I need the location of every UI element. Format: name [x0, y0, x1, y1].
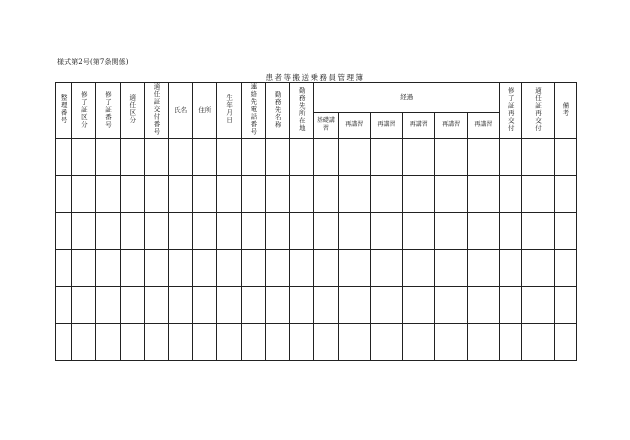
table-cell[interactable]	[120, 138, 144, 175]
table-cell[interactable]	[265, 138, 289, 175]
table-cell[interactable]	[265, 323, 289, 360]
table-cell[interactable]	[144, 175, 168, 212]
table-cell[interactable]	[435, 323, 467, 360]
table-cell[interactable]	[144, 286, 168, 323]
table-cell[interactable]	[435, 175, 467, 212]
table-cell[interactable]	[265, 175, 289, 212]
table-cell[interactable]	[241, 175, 265, 212]
table-cell[interactable]	[241, 286, 265, 323]
crew-register-table	[55, 82, 577, 361]
table-cell[interactable]	[217, 323, 241, 360]
table-row	[56, 323, 577, 360]
header-kinmusaki-shozaichi: 勤務先所在地	[290, 83, 314, 139]
header-shuryosho-saikofu: 修了証再交付	[500, 83, 522, 139]
table-cell[interactable]	[241, 138, 265, 175]
table-cell[interactable]	[554, 286, 576, 323]
table-cell[interactable]	[290, 212, 314, 249]
table-cell[interactable]	[314, 286, 338, 323]
table-cell[interactable]	[169, 212, 193, 249]
table-cell[interactable]	[500, 249, 522, 286]
table-cell[interactable]	[120, 249, 144, 286]
table-cell[interactable]	[467, 138, 499, 175]
header-tekinin-kubun: 適任区分	[120, 83, 144, 139]
table-cell[interactable]	[370, 175, 402, 212]
table-cell[interactable]	[522, 286, 554, 323]
table-cell[interactable]	[217, 138, 241, 175]
table-cell[interactable]	[467, 249, 499, 286]
table-cell[interactable]	[241, 212, 265, 249]
table-cell[interactable]	[370, 212, 402, 249]
table-cell[interactable]	[120, 323, 144, 360]
table-cell[interactable]	[370, 249, 402, 286]
table-cell[interactable]	[72, 175, 96, 212]
table-cell[interactable]	[169, 323, 193, 360]
table-cell[interactable]	[403, 212, 435, 249]
table-cell[interactable]	[370, 286, 402, 323]
header-sai-koshu-4: 再講習	[435, 112, 467, 138]
table-cell[interactable]	[56, 323, 72, 360]
table-cell[interactable]	[314, 323, 338, 360]
header-jusho: 住所	[193, 83, 217, 139]
table-cell[interactable]	[403, 249, 435, 286]
table-cell[interactable]	[193, 286, 217, 323]
table-cell[interactable]	[403, 323, 435, 360]
table-row	[56, 175, 577, 212]
table-cell[interactable]	[193, 138, 217, 175]
table-cell[interactable]	[193, 323, 217, 360]
table-cell[interactable]	[72, 249, 96, 286]
table-cell[interactable]	[500, 212, 522, 249]
table-cell[interactable]	[56, 249, 72, 286]
table-cell[interactable]	[169, 249, 193, 286]
table-cell[interactable]	[500, 175, 522, 212]
table-cell[interactable]	[120, 286, 144, 323]
table-cell[interactable]	[554, 212, 576, 249]
table-row	[56, 138, 577, 175]
header-shuryosho-kubun: 修了証区分	[72, 83, 96, 139]
table-cell[interactable]	[56, 138, 72, 175]
table-cell[interactable]	[169, 138, 193, 175]
table-cell[interactable]	[72, 286, 96, 323]
table-cell[interactable]	[120, 175, 144, 212]
table-cell[interactable]	[314, 138, 338, 175]
table-cell[interactable]	[522, 138, 554, 175]
table-cell[interactable]	[144, 212, 168, 249]
table-cell[interactable]	[169, 286, 193, 323]
table-cell[interactable]	[72, 323, 96, 360]
table-cell[interactable]	[554, 249, 576, 286]
table-cell[interactable]	[554, 175, 576, 212]
table-cell[interactable]	[290, 138, 314, 175]
table-cell[interactable]	[370, 138, 402, 175]
table-cell[interactable]	[193, 249, 217, 286]
table-cell[interactable]	[144, 138, 168, 175]
table-cell[interactable]	[314, 212, 338, 249]
table-cell[interactable]	[522, 249, 554, 286]
table-cell[interactable]	[338, 323, 370, 360]
table-cell[interactable]	[500, 323, 522, 360]
table-cell[interactable]	[467, 212, 499, 249]
table-cell[interactable]	[314, 175, 338, 212]
table-cell[interactable]	[290, 175, 314, 212]
table-cell[interactable]	[96, 249, 120, 286]
header-shuryosho-bango: 修了証番号	[96, 83, 120, 139]
form-number-label: 様式第2号(第7条関係)	[57, 58, 129, 66]
table-cell[interactable]	[500, 138, 522, 175]
table-cell[interactable]	[120, 212, 144, 249]
table-cell[interactable]	[290, 323, 314, 360]
table-cell[interactable]	[338, 138, 370, 175]
header-kinmusaki-mei: 勤務先名称	[265, 83, 289, 139]
table-cell[interactable]	[467, 323, 499, 360]
table-cell[interactable]	[193, 175, 217, 212]
header-shimei: 氏名	[169, 83, 193, 139]
table-cell[interactable]	[96, 138, 120, 175]
table-cell[interactable]	[72, 212, 96, 249]
table-cell[interactable]	[144, 249, 168, 286]
table-cell[interactable]	[96, 212, 120, 249]
table-row	[56, 212, 577, 249]
table-row	[56, 286, 577, 323]
header-sai-koshu-3: 再講習	[403, 112, 435, 138]
table-cell[interactable]	[265, 212, 289, 249]
header-seinengappi: 生年月日	[217, 83, 241, 139]
table-cell[interactable]	[338, 175, 370, 212]
table-cell[interactable]	[403, 175, 435, 212]
header-tekininsho-saikofu: 適任証再交付	[522, 83, 554, 139]
table-cell[interactable]	[522, 175, 554, 212]
table-cell[interactable]	[290, 249, 314, 286]
table-cell[interactable]	[403, 286, 435, 323]
table-cell[interactable]	[522, 212, 554, 249]
header-biko: 備考	[554, 83, 576, 139]
table-cell[interactable]	[96, 323, 120, 360]
table-cell[interactable]	[338, 212, 370, 249]
table-cell[interactable]	[217, 175, 241, 212]
table-cell[interactable]	[217, 212, 241, 249]
register-body	[56, 138, 577, 360]
document-title: 患者等搬送乗務員管理簿	[265, 73, 365, 82]
table-cell[interactable]	[314, 249, 338, 286]
table-cell[interactable]	[56, 175, 72, 212]
table-cell[interactable]	[522, 323, 554, 360]
header-keika: 経過	[314, 83, 500, 113]
table-cell[interactable]	[500, 286, 522, 323]
table-cell[interactable]	[435, 212, 467, 249]
table-cell[interactable]	[290, 286, 314, 323]
table-cell[interactable]	[265, 249, 289, 286]
header-sai-koshu-5: 再講習	[467, 112, 499, 138]
table-row	[56, 249, 577, 286]
table-cell[interactable]	[56, 212, 72, 249]
header-renrakusaki: 連絡先電話番号	[241, 83, 265, 139]
table-cell[interactable]	[96, 286, 120, 323]
table-cell[interactable]	[96, 175, 120, 212]
table-cell[interactable]	[467, 175, 499, 212]
table-cell[interactable]	[370, 323, 402, 360]
table-cell[interactable]	[217, 286, 241, 323]
table-cell[interactable]	[217, 249, 241, 286]
table-cell[interactable]	[144, 323, 168, 360]
table-cell[interactable]	[435, 249, 467, 286]
table-cell[interactable]	[554, 323, 576, 360]
table-cell[interactable]	[338, 286, 370, 323]
table-cell[interactable]	[467, 286, 499, 323]
table-cell[interactable]	[435, 286, 467, 323]
header-kiso-koshu: 基礎講習	[314, 112, 338, 138]
header-sai-koshu-2: 再講習	[370, 112, 402, 138]
table-cell[interactable]	[241, 249, 265, 286]
table-cell[interactable]	[338, 249, 370, 286]
table-cell[interactable]	[554, 138, 576, 175]
header-seiri-bango: 整理番号	[56, 83, 72, 139]
table-cell[interactable]	[193, 212, 217, 249]
table-cell[interactable]	[72, 138, 96, 175]
table-cell[interactable]	[56, 286, 72, 323]
table-cell[interactable]	[265, 286, 289, 323]
table-cell[interactable]	[169, 175, 193, 212]
header-sai-koshu-1: 再講習	[338, 112, 370, 138]
table-cell[interactable]	[403, 138, 435, 175]
table-cell[interactable]	[435, 138, 467, 175]
header-tekininsho-kofu-bango: 適任証交付番号	[144, 83, 168, 139]
table-cell[interactable]	[241, 323, 265, 360]
